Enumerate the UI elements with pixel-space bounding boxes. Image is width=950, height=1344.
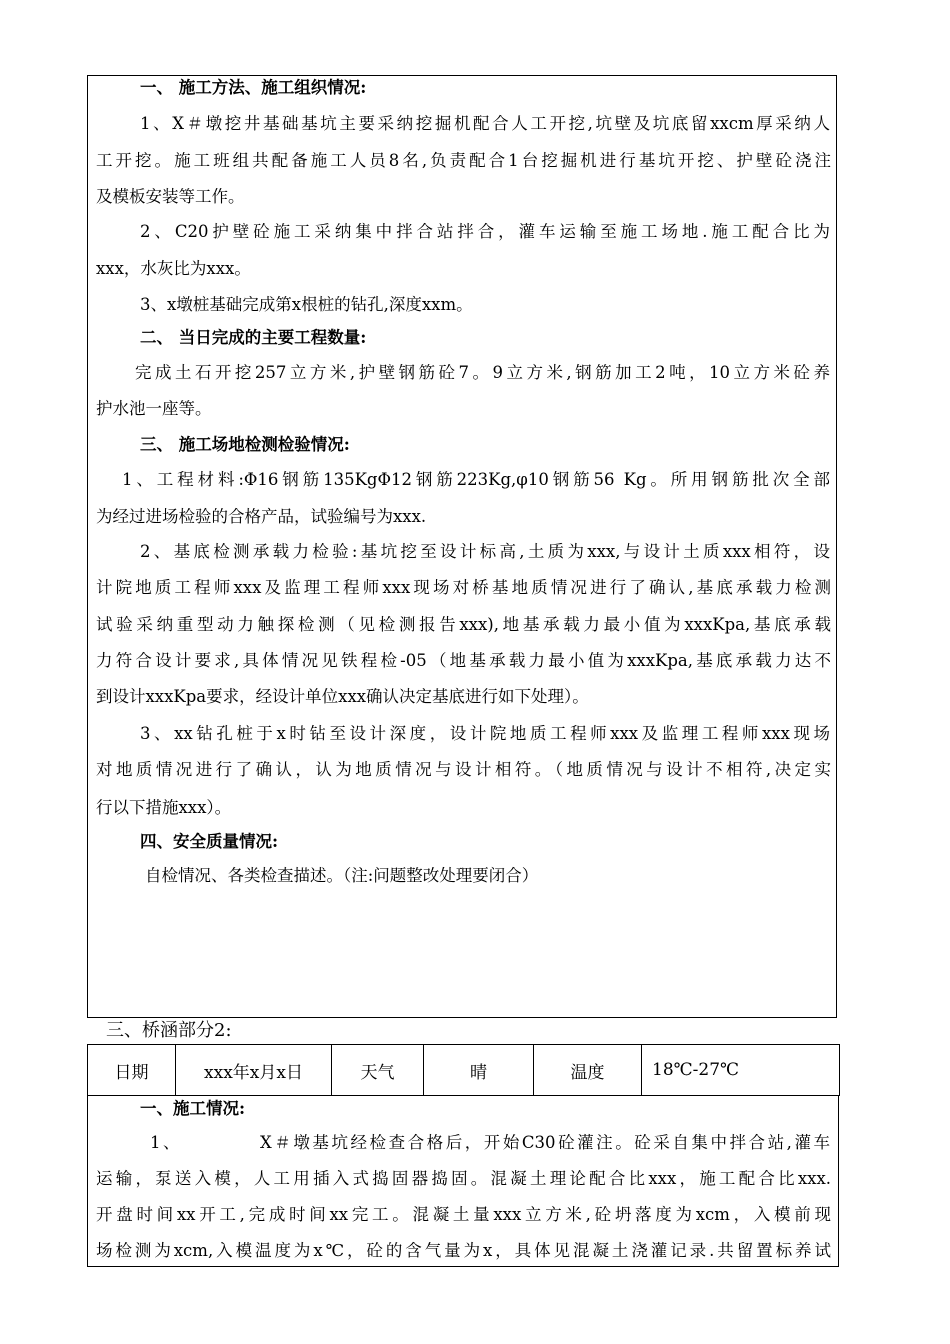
para2-line1: 2、C20护壁砼施工采纳集中拌合站拌合，灌车运输至施工场地.施工配合比为 xyxy=(140,222,830,241)
date-value: xxx年x月x日 xyxy=(176,1045,332,1096)
para4-line1: 完成土石开挖257立方米,护壁钢筋砼7。9立方米,钢筋加工2吨，10立方米砼养 xyxy=(135,363,830,382)
para7-line1: 3、xx钻孔桩于x时钻至设计深度，设计院地质工程师xxx及监理工程师xxx现场 xyxy=(140,724,830,743)
section-bridge-culvert-title: 三、桥涵部分2: xyxy=(106,1020,232,1041)
temperature-value: 18℃-27℃ xyxy=(642,1045,840,1096)
para1-line1: 1、X＃墩挖井基础基坑主要采纳挖掘机配合人工开挖,坑壁及坑底留xxcm厚采纳人 xyxy=(140,114,830,133)
heading-construction-status: 一、施工情况: xyxy=(140,1099,246,1118)
para6-line4: 力符合设计要求,具体情况见铁程检-05（地基承载力最小值为xxxKpa,基底承载力达不 xyxy=(96,651,831,670)
para8-line1: 自检情况、各类检查描述。（注:问题整改处理要闭合） xyxy=(145,866,539,885)
para7-line3: 行以下措施xxx）。 xyxy=(96,798,232,817)
para3-line1: 3、x墩桩基础完成第x根桩的钻孔,深度xxm。 xyxy=(140,295,473,314)
weather-value: 晴 xyxy=(424,1045,534,1096)
section2-para1-line3: 开盘时间xx开工,完成时间xx完工。混凝土量xxx立方米,砼坍落度为xcm，入模前现 xyxy=(96,1205,831,1224)
para6-line1: 2、基底检测承载力检验:基坑挖至设计标高,土质为xxx,与设计土质xxx相符，设 xyxy=(140,542,830,561)
section2-para1-line2: 运输，泵送入模，人工用插入式捣固器捣固。混凝土理论配合比xxx，施工配合比xxx. xyxy=(96,1169,831,1188)
section2-para1-line4: 场检测为xcm,入模温度为x℃，砼的含气量为x，具体见混凝土浇灌记录.共留置标养试 xyxy=(96,1241,831,1260)
para6-line5: 到设计xxxKpa要求，经设计单位xxx确认决定基底进行如下处理）。 xyxy=(96,687,589,706)
para7-line2: 对地质情况进行了确认，认为地质情况与设计相符。（地质情况与设计不相符,决定实 xyxy=(96,760,831,779)
para2-line2: xxx，水灰比为xxx。 xyxy=(96,259,251,278)
para1-line3: 及模板安装等工作。 xyxy=(96,187,245,206)
para5-line1: 1、工程材料:Φ16钢筋135KgΦ12钢筋223Kg,φ10钢筋56 Kg。所用钢筋批次全部 xyxy=(122,470,830,489)
heading-daily-quantities: 二、 当日完成的主要工程数量: xyxy=(140,328,367,347)
date-label: 日期 xyxy=(88,1045,176,1096)
heading-site-inspection: 三、 施工场地检测检验情况: xyxy=(140,435,350,454)
para1-line2: 工开挖。施工班组共配备施工人员8名,负责配合1台挖掘机进行基坑开挖、护壁砼浇注 xyxy=(96,151,831,170)
para6-line2: 计院地质工程师xxx及监理工程师xxx现场对桥基地质情况进行了确认,基底承载力检测 xyxy=(96,578,831,597)
heading-construction-method: 一、 施工方法、施工组织情况: xyxy=(140,78,367,97)
heading-safety-quality: 四、安全质量情况: xyxy=(140,832,279,851)
para4-line2: 护水池一座等。 xyxy=(96,399,212,418)
weather-info-table xyxy=(87,1044,840,1096)
para6-line3: 试验采纳重型动力触探检测（见检测报告xxx),地基承载力最小值为xxxKpa,基底承载 xyxy=(96,615,831,634)
temperature-label: 温度 xyxy=(534,1045,642,1096)
weather-label: 天气 xyxy=(332,1045,424,1096)
section2-para1-line1: 1、 X＃墩基坑经检查合格后，开始C30砼灌注。砼采自集中拌合站,灌车 xyxy=(150,1133,830,1152)
para5-line2: 为经过进场检验的合格产品，试验编号为xxx. xyxy=(96,507,427,526)
